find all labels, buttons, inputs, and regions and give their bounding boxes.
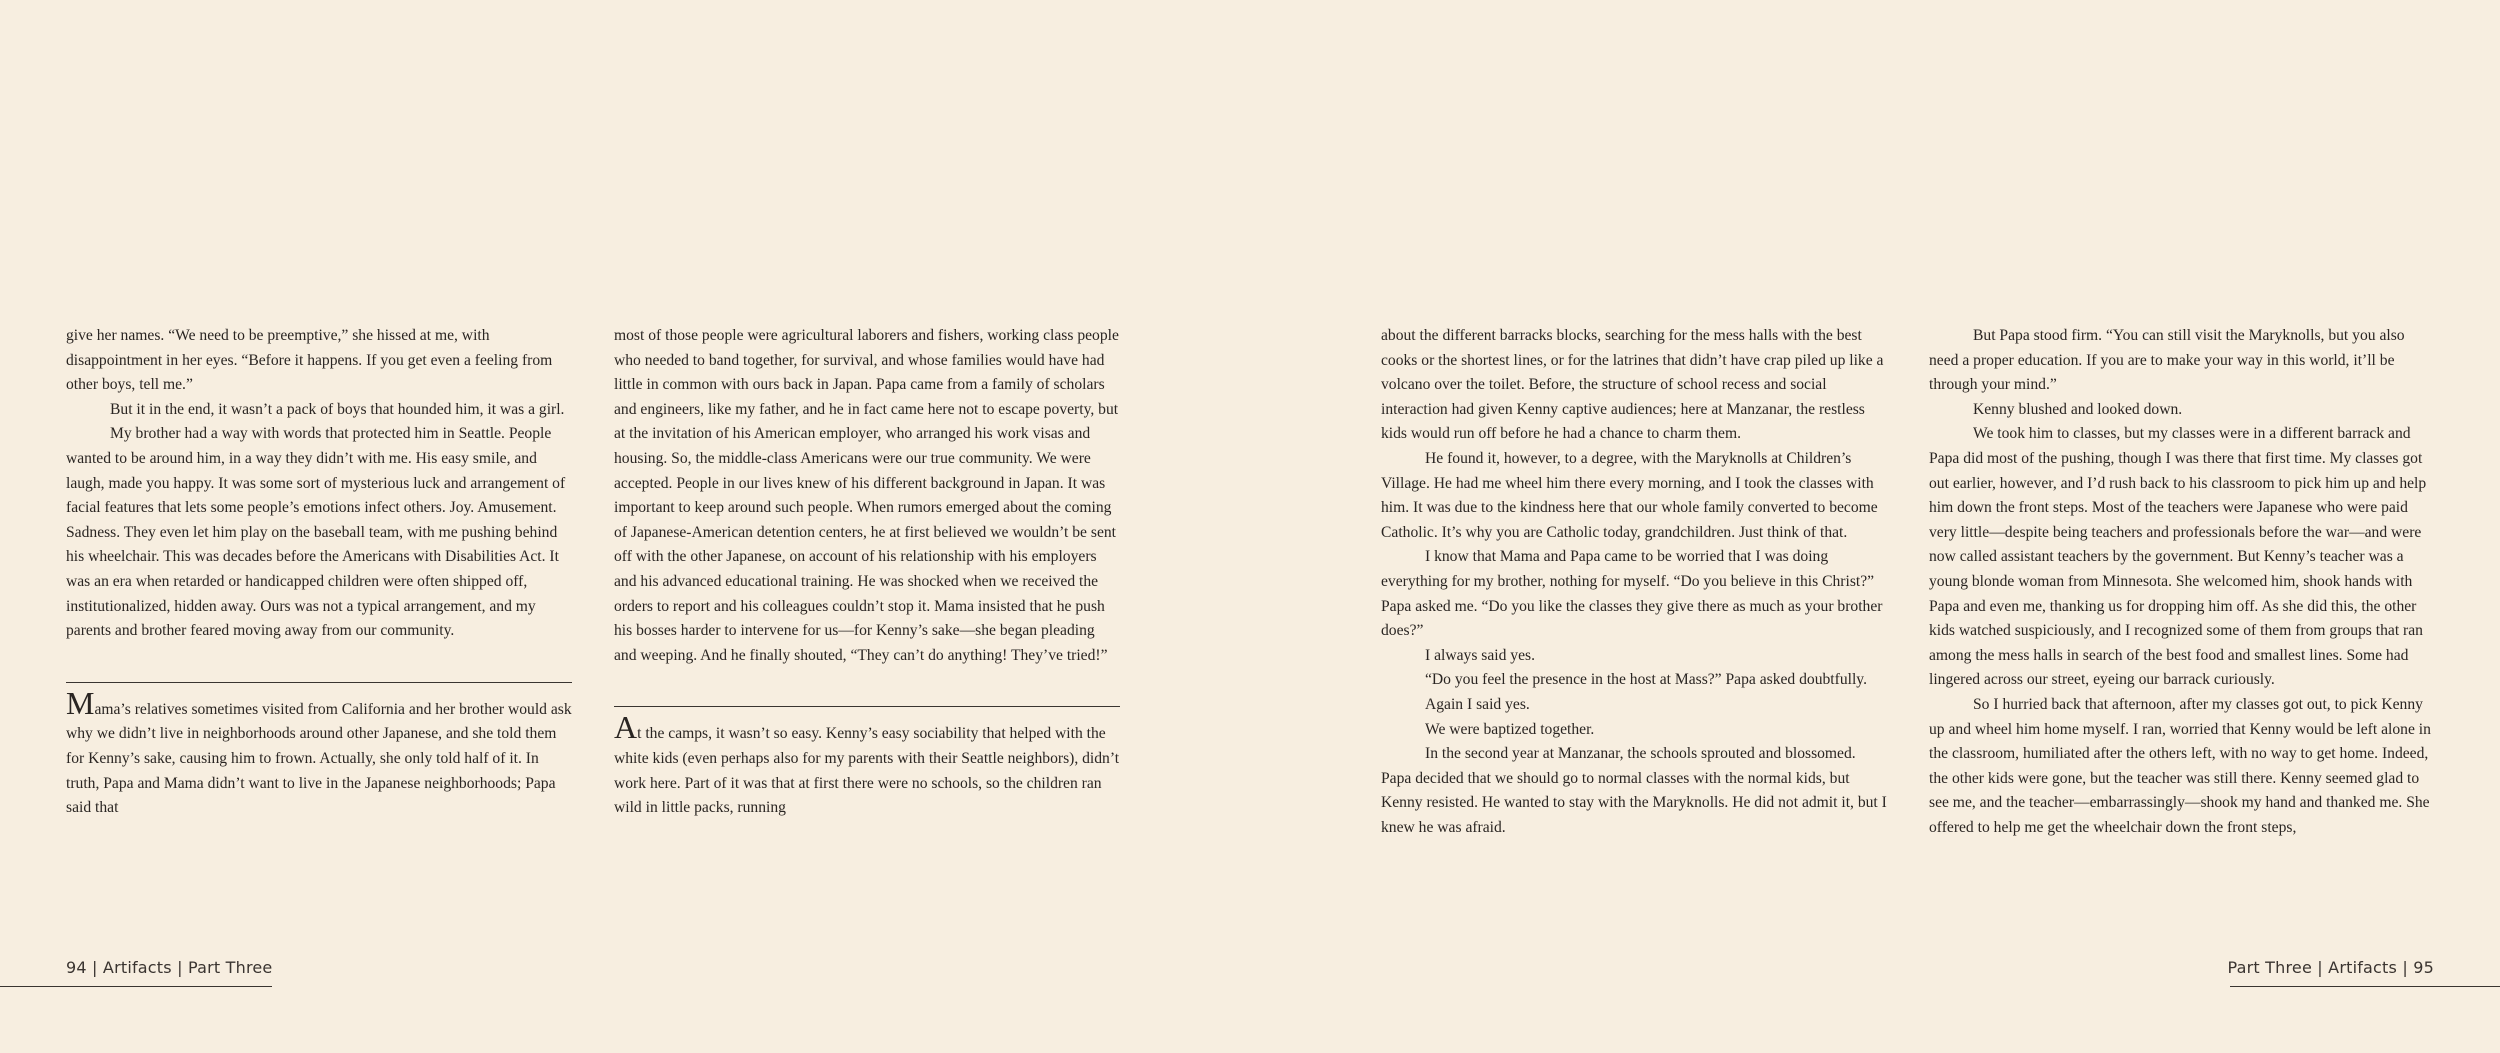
right-page-footer: Part Three | Artifacts | 95 [2227, 958, 2434, 977]
section-text: ama’s relatives sometimes visited from California and her brother would ask why we didn’t live in neighborhoods around other Japanese, and she told them for Kenny’s sake, causing him to frown. Actually, she only told half of it. In truth, Papa and Mama didn’t want to live in the Japanese neighborhoods; Papa said that [66, 700, 572, 817]
drop-cap: M [66, 684, 95, 721]
paragraph: most of those people were agricultural laborers and fishers, working class people who needed to band together, for survival, and whose families would have had little in common with ours back in Japan. Papa came from a family of scholars and engineers, like my father, and he in fact came here not to escape poverty, but at the invitation of his American employer, who arranged his work visas and housing. So, the middle-class Americans were our true community. We were accepted. People in our lives knew of his different background in Japan. It was important to keep around such people. When rumors emerged about the coming of Japanese-American detention centers, he at first believed we wouldn’t be sent off with the other Japanese, on account of his relationship with his employers and his advanced educational training. He was shocked when we received the orders to report and his colleagues couldn’t stop it. Mama insisted that he push his bosses harder to intervene for us—for Kenny’s sake—she began pleading and weeping. And he finally shouted, “They can’t do anything! They’ve tried!” [614, 327, 1119, 664]
paragraph: But it in the end, it wasn’t a pack of boys that hounded him, it was a girl. [110, 400, 565, 418]
paragraph: Kenny blushed and looked down. [1973, 400, 2183, 418]
paragraph: We took him to classes, but my classes were in a different barrack and Papa did most of the pushing, though I was there that first time. My classes got out earlier, however, and I’d rush back to his classroom to pick him up and help him down the front steps. Most of the teachers were Japanese who were paid very little—despite being teachers and professionals before the war—and were now called assistant teachers by the government. But Kenny’s teacher was a young blonde woman from Minnesota. She welcomed him, shook hands with Papa and even me, thanking us for dropping him off. As she did this, the other kids watched suspiciously, and I recognized some of them from groups that ran among the mess halls in search of the best food and smallest lines. Some had lingered across our street, eyeing our barrack curiously. [1929, 425, 2427, 689]
drop-cap: A [614, 709, 638, 746]
paragraph: Again I said yes. [1425, 695, 1530, 713]
paragraph: My brother had a way with words that protected him in Seattle. People wanted to be around him, in a way they didn’t with me. His easy smile, and laugh, made you happy. It was some sort of mysterious luck and arrangement of facial features that lets some people’s emotions infect others. Joy. Amusement. Sadness. They even let him play on the baseball team, with me pushing behind his wheelchair. This was decades before the Americans with Disabilities Act. It was an era when retarded or handicapped children were often shipped off, institutionalized, hidden away. Ours was not a typical arrangement, and my parents and brother feared moving away from our community. [66, 425, 566, 640]
right-page-column-2 [1929, 324, 2435, 840]
paragraph: “Do you feel the presence in the host at Mass?” Papa asked doubtfully. [1425, 671, 1867, 689]
right-page-column-1 [1381, 324, 1887, 840]
left-page-column-2 [614, 324, 1120, 821]
paragraph: I know that Mama and Papa came to be worried that I was doing everything for my brother, nothing for myself. “Do you believe in this Christ?” Papa asked me. “Do you like the classes they give there as much as your brother does?” [1381, 548, 1883, 640]
paragraph: about the different barracks blocks, searching for the mess halls with the best cooks or the shortest lines, or for the latrines that didn’t have crap piled up like a volcano over the toilet. Before, the structure of school recess and social interaction had given Kenny captive audiences; here at Manzanar, the restless kids would run off before he had a chance to charm them. [1381, 327, 1884, 443]
section-text: t the camps, it wasn’t so easy. Kenny’s easy sociability that helped with the white kids (even perhaps also for my parents with their Seattle neighbors), didn’t work here. Part of it was that at first there were no schools, so the children ran wild in little packs, running [614, 725, 1120, 817]
section-opening-paragraph [614, 709, 1120, 820]
paragraph: give her names. “We need to be preemptive,” she hissed at me, with disappointment in her eyes. “Before it happens. If you get even a feeling from other boys, tell me.” [66, 327, 553, 394]
paragraph: I always said yes. [1425, 646, 1535, 664]
section-divider [614, 706, 1120, 707]
section-divider [66, 682, 572, 683]
right-footer-rule [2230, 986, 2500, 987]
paragraph: We were baptized together. [1425, 720, 1595, 738]
left-footer-rule [0, 986, 272, 987]
section-opening-paragraph [66, 684, 572, 821]
paragraph: So I hurried back that afternoon, after my classes got out, to pick Kenny up and wheel him home myself. I ran, worried that Kenny would be left alone in the classroom, humiliated after the others left, with no way to get home. Indeed, the other kids were gone, but the teacher was still there. Kenny seemed glad to see me, and the teacher—embarrassingly—shook my hand and thanked me. She offered to help me get the wheelchair down the front steps, [1929, 695, 2431, 836]
left-page-column-1 [66, 324, 572, 821]
left-page-footer: 94 | Artifacts | Part Three [66, 958, 273, 977]
paragraph: But Papa stood firm. “You can still visit the Maryknolls, but you also need a proper education. If you are to make your way in this world, it’ll be through your mind.” [1929, 327, 2405, 394]
paragraph: In the second year at Manzanar, the schools sprouted and blossomed. Papa decided that we should go to normal classes with the normal kids, but Kenny resisted. He wanted to stay with the Maryknolls. He did not admit it, but I knew he was afraid. [1381, 745, 1887, 836]
paragraph: He found it, however, to a degree, with the Maryknolls at Children’s Village. He had me wheel him there every morning, and I took the classes with him. It was due to the kindness here that our whole family converted to become Catholic. It’s why you are Catholic today, grandchildren. Just think of that. [1381, 449, 1878, 541]
